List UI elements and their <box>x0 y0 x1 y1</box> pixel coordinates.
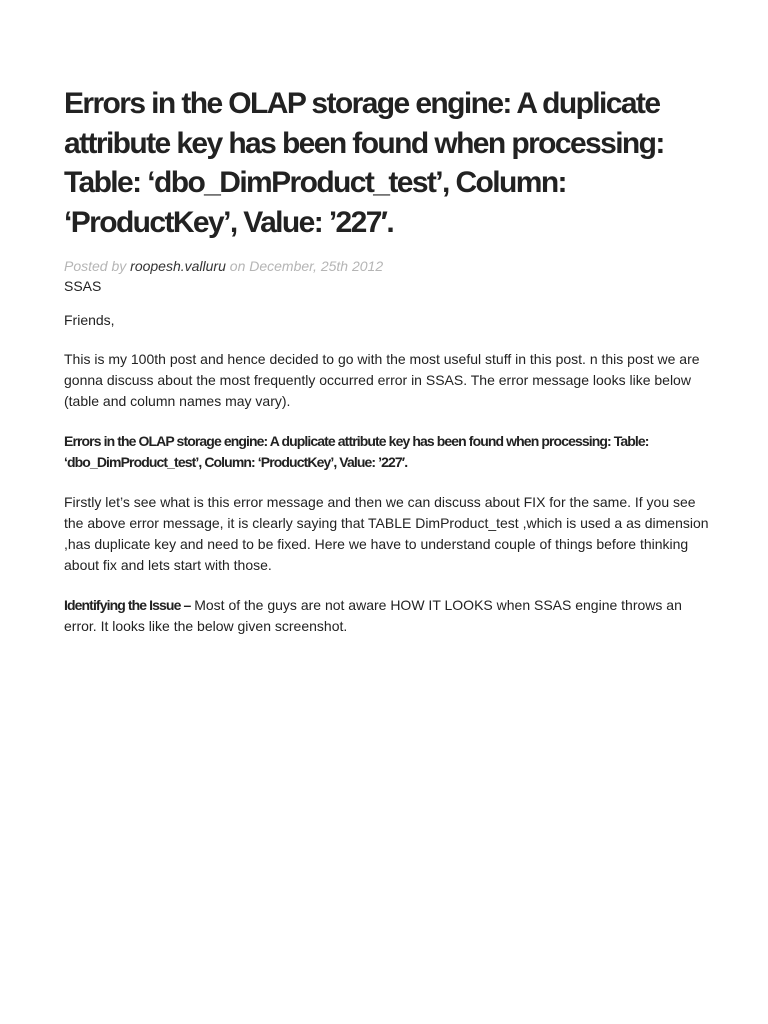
post-meta <box>64 257 716 276</box>
post-date: December, 25th 2012 <box>249 258 384 274</box>
blog-post <box>64 84 716 637</box>
category-link[interactable]: SSAS <box>64 278 102 294</box>
identifying-paragraph <box>64 595 716 637</box>
explanation-paragraph: Firstly let’s see what is this error message and then we can discuss about FIX for the same. If you see the above error message, it is clearly saying that TABLE DimProduct_test ,which is used a as dimension ,has duplicate key and need to be fixed. Here we have to understand couple of things before thinking about fix and lets start with those. <box>64 494 709 573</box>
greeting-paragraph: Friends, <box>64 312 115 328</box>
author-link[interactable]: roopesh.valluru <box>130 258 226 274</box>
post-title: Errors in the OLAP storage engine: A duplicate attribute key has been found when processing: Table: ‘dbo_DimProduct_test’, Column: ‘ProductKey’, Value: ’227′. <box>64 87 664 239</box>
error-message-paragraph: Errors in the OLAP storage engine: A duplicate attribute key has been found when processing: Table: ‘dbo_DimProduct_test’, Column: ‘ProductKey’, Value: ’227′. <box>64 433 649 470</box>
intro-paragraph: This is my 100th post and hence decided to go with the most useful stuff in this post. n this post we are gonna discuss about the most frequently occurred error in SSAS. The error message looks like below (table and column names may vary). <box>64 351 700 409</box>
identifying-text: Most of the guys are not aware HOW IT LOOKS when SSAS engine throws an error. It looks like the below given screenshot. <box>64 597 682 634</box>
identifying-lead: Identifying the Issue – <box>64 597 191 613</box>
posted-by-label: Posted by <box>64 258 127 274</box>
on-label: on <box>229 258 246 274</box>
